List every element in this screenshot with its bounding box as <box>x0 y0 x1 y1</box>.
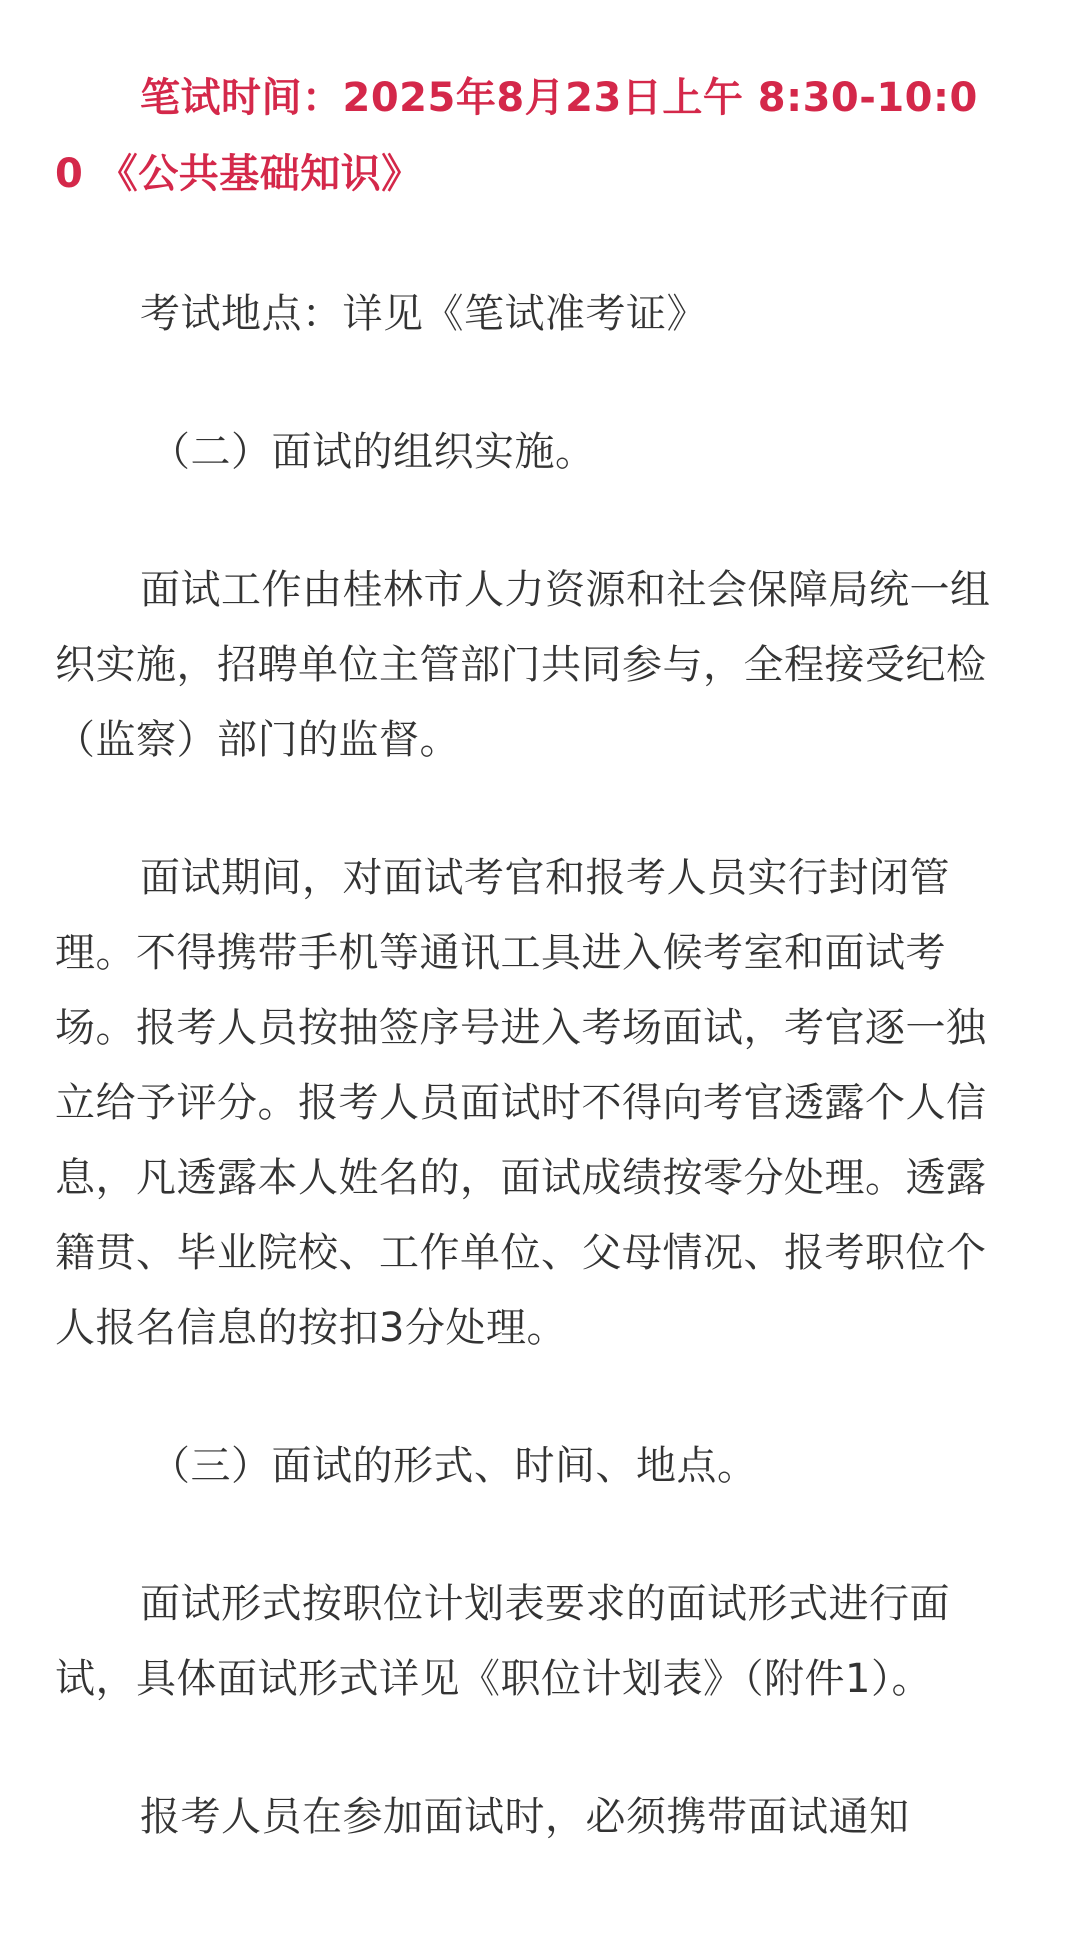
interview-format-paragraph: 面试形式按职位计划表要求的面试形式进行面试，具体面试形式详见《职位计划表》（附件1）。 <box>55 1581 950 1702</box>
article-body <box>55 60 995 1918</box>
section-heading-interview-organization: （二）面试的组织实施。 <box>150 429 596 475</box>
interview-organization-paragraph: 面试工作由桂林市人力资源和社会保障局统一组织实施，招聘单位主管部门共同参与，全程接受纪检（监察）部门的监督。 <box>55 567 991 763</box>
interview-rules-paragraph: 面试期间，对面试考官和报考人员实行封闭管理。不得携带手机等通讯工具进入候考室和面试考场。报考人员按抽签序号进入考场面试，考官逐一独立给予评分。报考人员面试时不得向考官透露个人信息，凡透露本人姓名的，面试成绩按零分处理。透露籍贯、毕业院校、工作单位、父母情况、报考职位个人报名信息的按扣3分处理。 <box>55 855 987 1351</box>
interview-documents-paragraph: 报考人员在参加面试时，必须携带面试通知 <box>140 1794 910 1840</box>
exam-time-paragraph: 笔试时间：2025年8月23日上午 8:30-10:00 《公共基础知识》 <box>55 75 978 197</box>
exam-location-paragraph: 考试地点：详见《笔试准考证》 <box>140 291 707 337</box>
section-heading-interview-format: （三）面试的形式、时间、地点。 <box>150 1443 758 1489</box>
